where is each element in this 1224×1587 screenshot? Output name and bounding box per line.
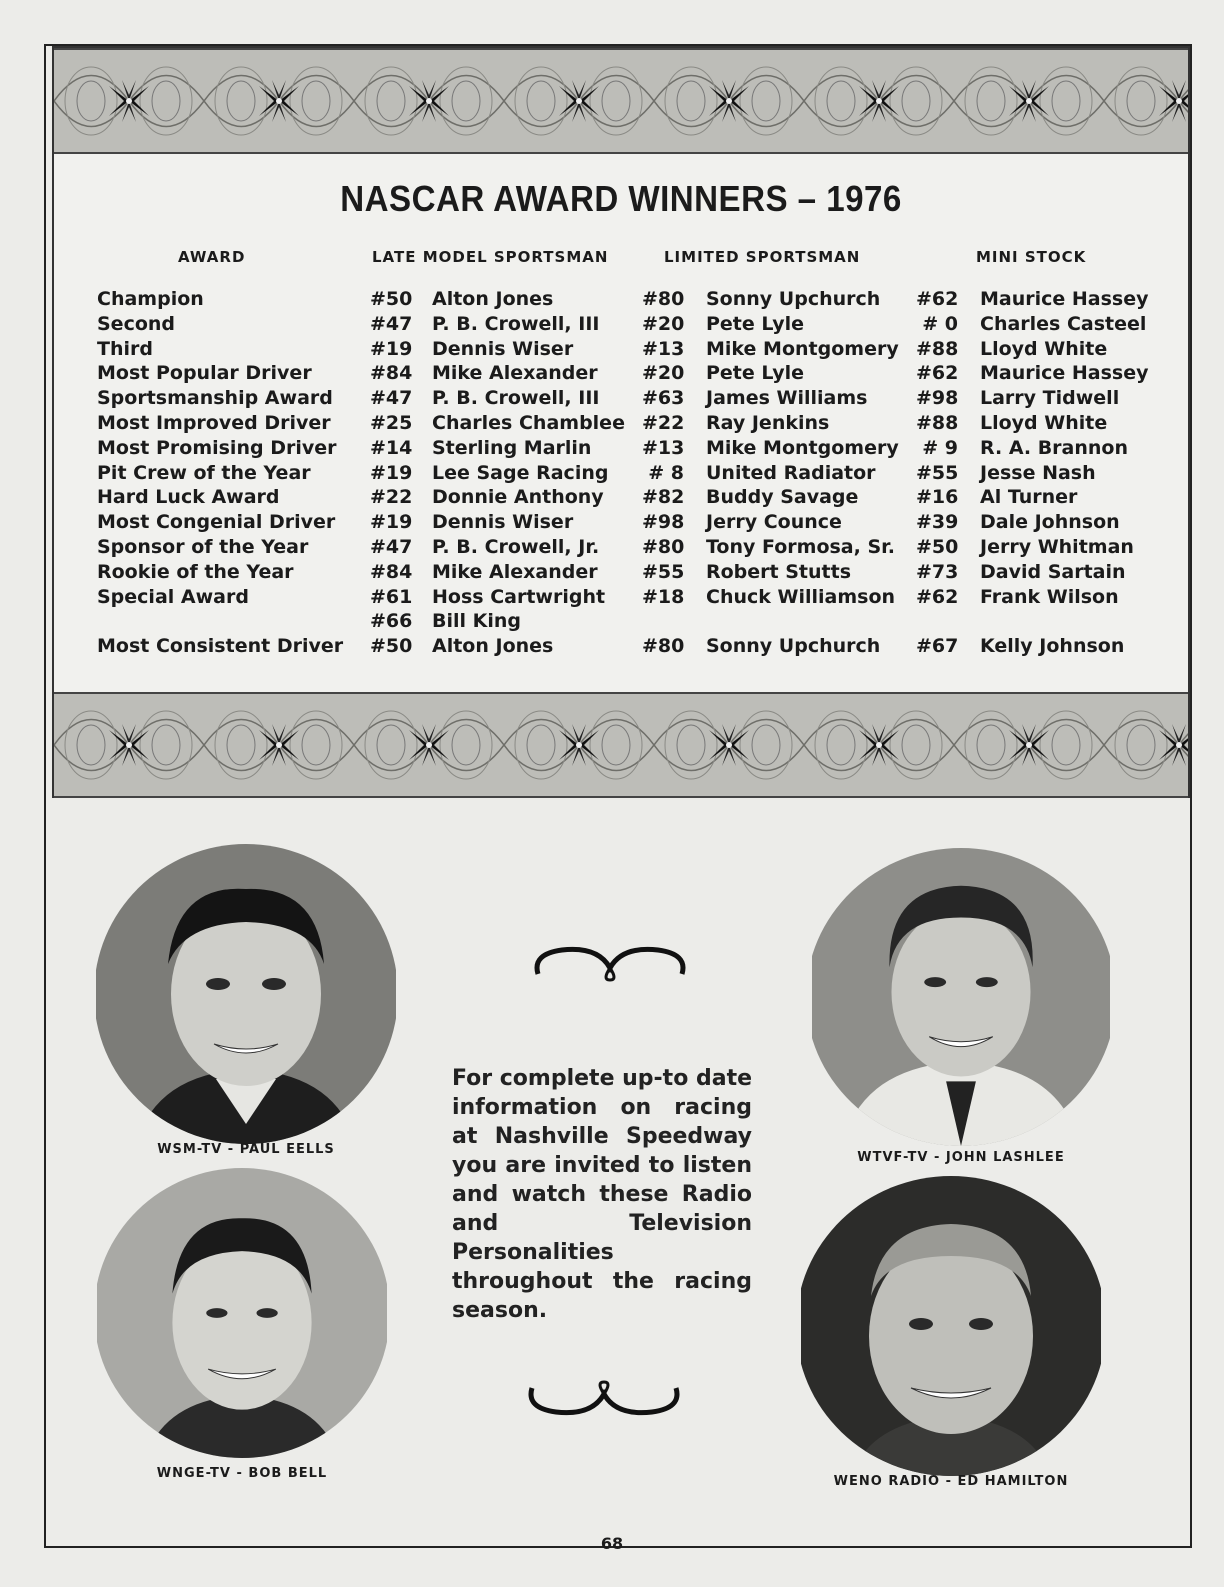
mini-stock-driver: Charles Casteel — [980, 312, 1147, 335]
limited-driver: Tony Formosa, Sr. — [706, 535, 896, 558]
flourish-bottom-ornament — [522, 1380, 686, 1426]
table-row — [54, 511, 1188, 536]
late-model-car-number: #25 — [370, 411, 413, 434]
ornament-band-top — [54, 48, 1188, 154]
award-label: Third — [97, 337, 153, 360]
awards-table — [54, 288, 1188, 660]
mini-stock-driver: David Sartain — [980, 560, 1126, 583]
late-model-car-number: #61 — [370, 585, 413, 608]
limited-car-number: #80 — [642, 535, 685, 558]
limited-car-number: #80 — [642, 635, 685, 658]
late-model-driver: P. B. Crowell, Jr. — [432, 535, 600, 558]
late-model-car-number: #66 — [370, 610, 413, 633]
limited-driver: Pete Lyle — [706, 362, 804, 385]
portrait-john-lashlee — [806, 848, 1116, 1146]
table-row — [54, 412, 1188, 437]
late-model-car-number: #19 — [370, 461, 413, 484]
late-model-driver: Alton Jones — [432, 635, 554, 658]
limited-driver: Chuck Williamson — [706, 585, 896, 608]
portrait-ed-hamilton — [796, 1176, 1106, 1476]
award-label: Most Popular Driver — [97, 362, 312, 385]
mini-stock-car-number: #67 — [916, 635, 959, 658]
limited-car-number: #13 — [642, 436, 685, 459]
award-label: Most Promising Driver — [97, 436, 337, 459]
page-title: NASCAR AWARD WINNERS – 1976 — [340, 178, 902, 219]
portrait-bob-bell — [94, 1168, 390, 1458]
limited-driver: United Radiator — [706, 461, 876, 484]
table-row — [54, 338, 1188, 363]
limited-car-number: #98 — [642, 511, 685, 534]
mini-stock-car-number: #88 — [916, 411, 959, 434]
mini-stock-driver: Lloyd White — [980, 411, 1108, 434]
limited-driver: James Williams — [706, 387, 868, 410]
limited-car-number: # 8 — [648, 461, 684, 484]
award-label: Most Consistent Driver — [97, 635, 344, 658]
late-model-driver: Dennis Wiser — [432, 511, 574, 534]
late-model-driver: Dennis Wiser — [432, 337, 574, 360]
mini-stock-car-number: #50 — [916, 535, 959, 558]
mini-stock-car-number: #16 — [916, 486, 959, 509]
late-model-car-number: #19 — [370, 337, 413, 360]
limited-driver: Mike Montgomery — [706, 337, 899, 360]
mini-stock-car-number: #62 — [916, 585, 959, 608]
portrait-paul-eells — [94, 844, 398, 1144]
table-row — [54, 387, 1188, 412]
table-row — [54, 586, 1188, 611]
award-label: Sportsmanship Award — [97, 387, 333, 410]
mini-stock-driver: Jesse Nash — [980, 461, 1096, 484]
limited-car-number: #22 — [642, 411, 685, 434]
column-header-award: AWARD — [178, 248, 246, 266]
mini-stock-driver: Jerry Whitman — [980, 535, 1134, 558]
late-model-driver: Alton Jones — [432, 288, 554, 310]
table-row — [54, 437, 1188, 462]
mini-stock-car-number: #88 — [916, 337, 959, 360]
caption-ed-hamilton: WENO RADIO - ED HAMILTON — [833, 1474, 1069, 1489]
mini-stock-driver: Larry Tidwell — [980, 387, 1120, 410]
mini-stock-driver: Kelly Johnson — [980, 635, 1125, 658]
award-label: Rookie of the Year — [97, 560, 294, 583]
limited-car-number: #20 — [642, 312, 685, 335]
table-row — [54, 635, 1188, 660]
limited-driver: Buddy Savage — [706, 486, 859, 509]
limited-car-number: #55 — [642, 560, 685, 583]
mini-stock-driver: R. A. Brannon — [980, 436, 1129, 459]
award-label: Hard Luck Award — [97, 486, 280, 509]
limited-driver: Jerry Counce — [706, 511, 842, 534]
mini-stock-car-number: # 9 — [922, 436, 958, 459]
late-model-driver: Lee Sage Racing — [432, 461, 609, 484]
limited-car-number: #63 — [642, 387, 685, 410]
award-label: Most Congenial Driver — [97, 511, 336, 534]
award-label: Sponsor of the Year — [97, 535, 309, 558]
late-model-driver: Mike Alexander — [432, 560, 598, 583]
late-model-car-number: #47 — [370, 387, 413, 410]
caption-bob-bell: WNGE-TV - BOB BELL — [156, 1466, 328, 1481]
table-row — [54, 362, 1188, 387]
award-label: Pit Crew of the Year — [97, 461, 311, 484]
limited-driver: Ray Jenkins — [706, 411, 830, 434]
late-model-driver: Donnie Anthony — [432, 486, 604, 509]
late-model-driver: Bill King — [432, 610, 521, 633]
late-model-driver: P. B. Crowell, III — [432, 312, 600, 335]
limited-car-number: #82 — [642, 486, 685, 509]
mini-stock-driver: Frank Wilson — [980, 585, 1119, 608]
limited-driver: Sonny Upchurch — [706, 635, 881, 658]
caption-john-lashlee: WTVF-TV - JOHN LASHLEE — [857, 1150, 1065, 1165]
page-number: 68 — [600, 1534, 624, 1553]
mini-stock-car-number: #55 — [916, 461, 959, 484]
limited-car-number: #13 — [642, 337, 685, 360]
flourish-top-ornament — [528, 940, 692, 986]
late-model-driver: P. B. Crowell, III — [432, 387, 600, 410]
limited-driver: Pete Lyle — [706, 312, 804, 335]
info-paragraph: For complete up-to date information on racing at Nashville Speedway you are invited to listen and watch these Radio and Television Personalities throughout the racing season. — [452, 1066, 753, 1323]
column-header-mini-stock: MINI STOCK — [976, 248, 1087, 266]
mini-stock-car-number: #73 — [916, 560, 959, 583]
limited-car-number: #20 — [642, 362, 685, 385]
table-row — [54, 610, 1188, 635]
mini-stock-car-number: # 0 — [922, 312, 958, 335]
table-row — [54, 561, 1188, 586]
mini-stock-driver: Al Turner — [980, 486, 1078, 509]
late-model-car-number: #50 — [370, 635, 413, 658]
mini-stock-driver: Dale Johnson — [980, 511, 1120, 534]
late-model-driver: Hoss Cartwright — [432, 585, 606, 608]
late-model-car-number: #19 — [370, 511, 413, 534]
award-label: Second — [97, 312, 176, 335]
table-row — [54, 486, 1188, 511]
limited-driver: Robert Stutts — [706, 560, 852, 583]
table-row — [54, 288, 1188, 313]
caption-paul-eells: WSM-TV - PAUL EELLS — [157, 1142, 335, 1157]
limited-car-number: #80 — [642, 288, 685, 310]
late-model-car-number: #14 — [370, 436, 413, 459]
late-model-car-number: #47 — [370, 312, 413, 335]
column-header-limited: LIMITED SPORTSMAN — [664, 248, 861, 266]
table-row — [54, 313, 1188, 338]
award-label: Champion — [97, 288, 204, 310]
award-label: Most Improved Driver — [97, 411, 331, 434]
mini-stock-car-number: #98 — [916, 387, 959, 410]
mini-stock-car-number: #62 — [916, 288, 959, 310]
mini-stock-driver: Maurice Hassey — [980, 288, 1149, 310]
late-model-driver: Mike Alexander — [432, 362, 598, 385]
limited-driver: Sonny Upchurch — [706, 288, 881, 310]
award-winners-panel — [52, 46, 1190, 798]
table-row — [54, 536, 1188, 561]
late-model-car-number: #47 — [370, 535, 413, 558]
mini-stock-car-number: #62 — [916, 362, 959, 385]
late-model-car-number: #84 — [370, 362, 413, 385]
award-label: Special Award — [97, 585, 249, 608]
late-model-car-number: #84 — [370, 560, 413, 583]
mini-stock-driver: Maurice Hassey — [980, 362, 1149, 385]
limited-driver: Mike Montgomery — [706, 436, 899, 459]
late-model-driver: Sterling Marlin — [432, 436, 592, 459]
column-header-late-model: LATE MODEL SPORTSMAN — [372, 248, 609, 266]
mini-stock-driver: Lloyd White — [980, 337, 1108, 360]
late-model-car-number: #22 — [370, 486, 413, 509]
mini-stock-car-number: #39 — [916, 511, 959, 534]
ornament-band-bottom — [54, 692, 1188, 798]
late-model-car-number: #50 — [370, 288, 413, 310]
late-model-driver: Charles Chamblee — [432, 411, 625, 434]
limited-car-number: #18 — [642, 585, 685, 608]
table-row — [54, 462, 1188, 487]
